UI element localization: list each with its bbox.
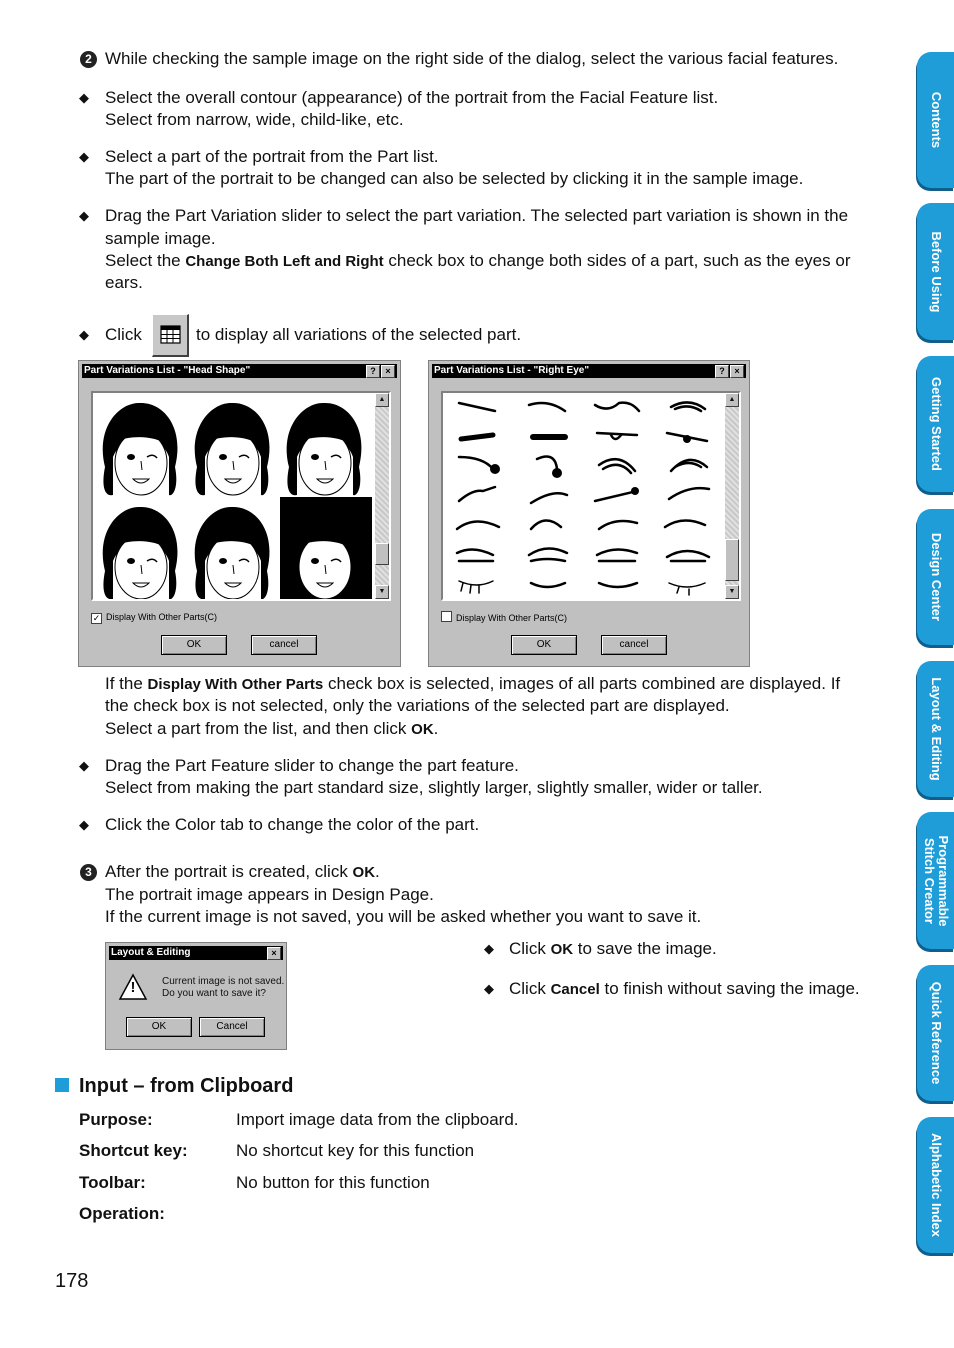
- bullet-4-post: to display all variations of the selected part.: [196, 325, 522, 344]
- head-shape-variation-2[interactable]: [195, 403, 270, 495]
- save-message-line-1: Current image is not saved.: [162, 976, 285, 987]
- help-button[interactable]: ?: [715, 365, 729, 378]
- eye-variation[interactable]: [529, 403, 565, 411]
- eye-variation[interactable]: [665, 520, 705, 527]
- checkbox-explanation-line-2: the check box is not selected, only the variations of the selected part are displayed.: [105, 696, 730, 715]
- tab-getting-started[interactable]: Getting Started: [917, 356, 954, 492]
- eye-variation[interactable]: [671, 460, 707, 471]
- square-bullet-icon: [55, 1078, 69, 1092]
- save-message-line-2: Do you want to save it?: [162, 988, 266, 999]
- save-option-cancel: Click Cancel to finish without saving the image.: [509, 979, 860, 998]
- dialog-title-bar: [109, 946, 283, 960]
- dialog-title: Part Variations List - "Right Eye": [434, 365, 590, 376]
- eye-variation[interactable]: [457, 521, 499, 529]
- scroll-down-icon[interactable]: ▼: [375, 585, 389, 599]
- dialog-title: Layout & Editing: [111, 947, 191, 958]
- warning-mark: !: [130, 979, 136, 996]
- tab-before-using[interactable]: Before Using: [917, 203, 954, 340]
- save-prompt-dialog: [105, 942, 287, 1050]
- eye-variation[interactable]: [529, 548, 567, 561]
- bullet-3-line-3: Select the Change Both Left and Right check box to change both sides of a part, such as the eyes or: [105, 251, 851, 270]
- head-shape-variation-1[interactable]: [103, 403, 178, 495]
- diamond-bullet-icon: ◆: [79, 149, 89, 164]
- dialog-title: Part Variations List - "Head Shape": [84, 365, 251, 376]
- step-3-line-1: After the portrait is created, click OK.: [105, 862, 380, 881]
- purpose-label: Purpose:: [79, 1110, 153, 1129]
- shortcut-label: Shortcut key:: [79, 1141, 188, 1160]
- dialog-title-bar: [82, 364, 397, 378]
- eye-variation[interactable]: [667, 551, 709, 561]
- eye-variation[interactable]: [459, 457, 493, 469]
- cancel-button[interactable]: cancel: [251, 635, 317, 655]
- scroll-down-icon[interactable]: ▼: [725, 585, 739, 599]
- toolbar-label: Toolbar:: [79, 1173, 146, 1192]
- step-3-number: 3: [80, 864, 97, 881]
- eye-variation[interactable]: [531, 520, 561, 529]
- bullet-3-line-1: Drag the Part Variation slider to select the part variation. The selected part variation is shown in the: [105, 206, 849, 225]
- eye-variation[interactable]: [457, 549, 493, 561]
- save-option-ok: Click OK to save the image.: [509, 939, 717, 958]
- bullet-4-pre: Click: [105, 325, 142, 344]
- page-number: 178: [55, 1270, 89, 1292]
- scroll-up-icon[interactable]: ▲: [375, 393, 389, 407]
- checkbox-checked-icon[interactable]: ✓: [92, 613, 101, 623]
- head-shape-variation-4[interactable]: [103, 507, 178, 599]
- operation-label: Operation:: [79, 1204, 165, 1223]
- tab-alphabetic-index[interactable]: Alphabetic Index: [917, 1117, 954, 1253]
- bullet-5-line-1: Drag the Part Feature slider to change the part feature.: [105, 756, 519, 775]
- eye-variation[interactable]: [599, 521, 637, 529]
- diamond-bullet-icon: ◆: [79, 758, 89, 773]
- ok-button[interactable]: OK: [161, 635, 227, 655]
- eye-variation[interactable]: [461, 435, 493, 439]
- cancel-button[interactable]: Cancel: [199, 1017, 265, 1037]
- head-shape-list[interactable]: [91, 391, 391, 601]
- section-title: Input – from Clipboard: [79, 1075, 294, 1097]
- eye-variation[interactable]: [459, 487, 495, 501]
- tab-layout-editing[interactable]: Layout & Editing: [917, 661, 954, 797]
- step-3-line-3: If the current image is not saved, you will be asked whether you want to save it.: [105, 907, 702, 926]
- diamond-bullet-icon: ◆: [484, 981, 494, 996]
- diamond-bullet-icon: ◆: [79, 90, 89, 105]
- bullet-2-line-2: The part of the portrait to be changed can also be selected by clicking it in the sample image.: [105, 169, 804, 188]
- close-button[interactable]: ×: [381, 365, 395, 378]
- eye-variation[interactable]: [595, 491, 637, 501]
- eye-variation[interactable]: [531, 493, 567, 503]
- eye-variation[interactable]: [459, 581, 493, 593]
- bullet-1-line-1: Select the overall contour (appearance) of the portrait from the Facial Feature list.: [105, 88, 719, 107]
- eye-variation[interactable]: [459, 403, 495, 411]
- variations-list-button[interactable]: [152, 314, 189, 357]
- diamond-bullet-icon: ◆: [79, 327, 89, 342]
- help-button[interactable]: ?: [366, 365, 380, 378]
- tab-design-center[interactable]: Design Center: [917, 509, 954, 645]
- eye-variation[interactable]: [669, 583, 705, 595]
- bullet-2-line-1: Select a part of the portrait from the Part list.: [105, 147, 439, 166]
- ok-button[interactable]: OK: [126, 1017, 192, 1037]
- close-button[interactable]: ×: [267, 947, 281, 960]
- bullet-1-line-2: Select from narrow, wide, child-like, etc.: [105, 110, 404, 129]
- display-with-other-parts-checkbox[interactable]: Display With Other Parts(C): [441, 611, 567, 624]
- eye-variation[interactable]: [597, 549, 637, 561]
- step-2-number: 2: [80, 51, 97, 68]
- eye-variation[interactable]: [669, 488, 709, 499]
- eye-variation[interactable]: [597, 433, 637, 439]
- eye-variation[interactable]: [671, 402, 705, 411]
- dialog-title-bar: [432, 364, 746, 378]
- checkbox-explanation-line-1: If the Display With Other Parts check box is selected, images of all parts combined are displayed. If: [105, 674, 841, 693]
- checkbox-unchecked-icon[interactable]: [441, 611, 452, 622]
- variations-list-icon: [153, 315, 187, 355]
- tab-contents[interactable]: Contents: [917, 52, 954, 188]
- eye-variation[interactable]: [595, 403, 639, 411]
- change-both-label: Change Both Left and Right: [185, 253, 384, 270]
- bullet-3-line-2: sample image.: [105, 229, 216, 248]
- scroll-up-icon[interactable]: ▲: [725, 393, 739, 407]
- scroll-thumb[interactable]: [725, 539, 739, 581]
- bullet-6: Click the Color tab to change the color of the part.: [105, 815, 480, 834]
- right-eye-thumbnails: [443, 393, 723, 599]
- head-shape-dialog: [78, 360, 401, 667]
- diamond-bullet-icon: ◆: [484, 941, 494, 956]
- head-shape-variation-5[interactable]: [195, 507, 270, 599]
- scrollbar[interactable]: [725, 393, 739, 599]
- scrollbar[interactable]: [375, 393, 389, 599]
- ok-button[interactable]: OK: [511, 635, 577, 655]
- head-shape-thumbnails: [93, 393, 373, 599]
- eye-variation[interactable]: [531, 583, 565, 587]
- step-2-intro: While checking the sample image on the right side of the dialog, select the various facial features.: [105, 49, 839, 68]
- tab-programmable-stitch-creator[interactable]: Programmable Stitch Creator: [917, 812, 954, 949]
- head-shape-variation-3[interactable]: [287, 403, 362, 495]
- close-button[interactable]: ×: [730, 365, 744, 378]
- shortcut-value: No shortcut key for this function: [236, 1141, 475, 1160]
- right-eye-dialog: [428, 360, 750, 667]
- bullet-3-line-4: ears.: [105, 273, 143, 292]
- diamond-bullet-icon: ◆: [79, 817, 89, 832]
- tab-quick-reference[interactable]: Quick Reference: [917, 965, 954, 1101]
- toolbar-value: No button for this function: [236, 1173, 430, 1192]
- eye-variation[interactable]: [537, 457, 557, 469]
- right-eye-list[interactable]: [441, 391, 741, 601]
- step-3-line-2: The portrait image appears in Design Page.: [105, 885, 434, 904]
- diamond-bullet-icon: ◆: [79, 208, 89, 223]
- bullet-5-line-2: Select from making the part standard size, slightly larger, slightly smaller, wider or taller.: [105, 778, 763, 797]
- purpose-value: Import image data from the clipboard.: [236, 1110, 519, 1129]
- eye-variation[interactable]: [599, 583, 637, 587]
- cancel-button[interactable]: cancel: [601, 635, 667, 655]
- scroll-thumb[interactable]: [375, 543, 389, 565]
- display-with-other-parts-checkbox[interactable]: ✓ Display With Other Parts(C): [92, 612, 218, 623]
- checkbox-explanation-line-3: Select a part from the list, and then click OK.: [105, 719, 439, 738]
- eye-variation[interactable]: [599, 459, 635, 473]
